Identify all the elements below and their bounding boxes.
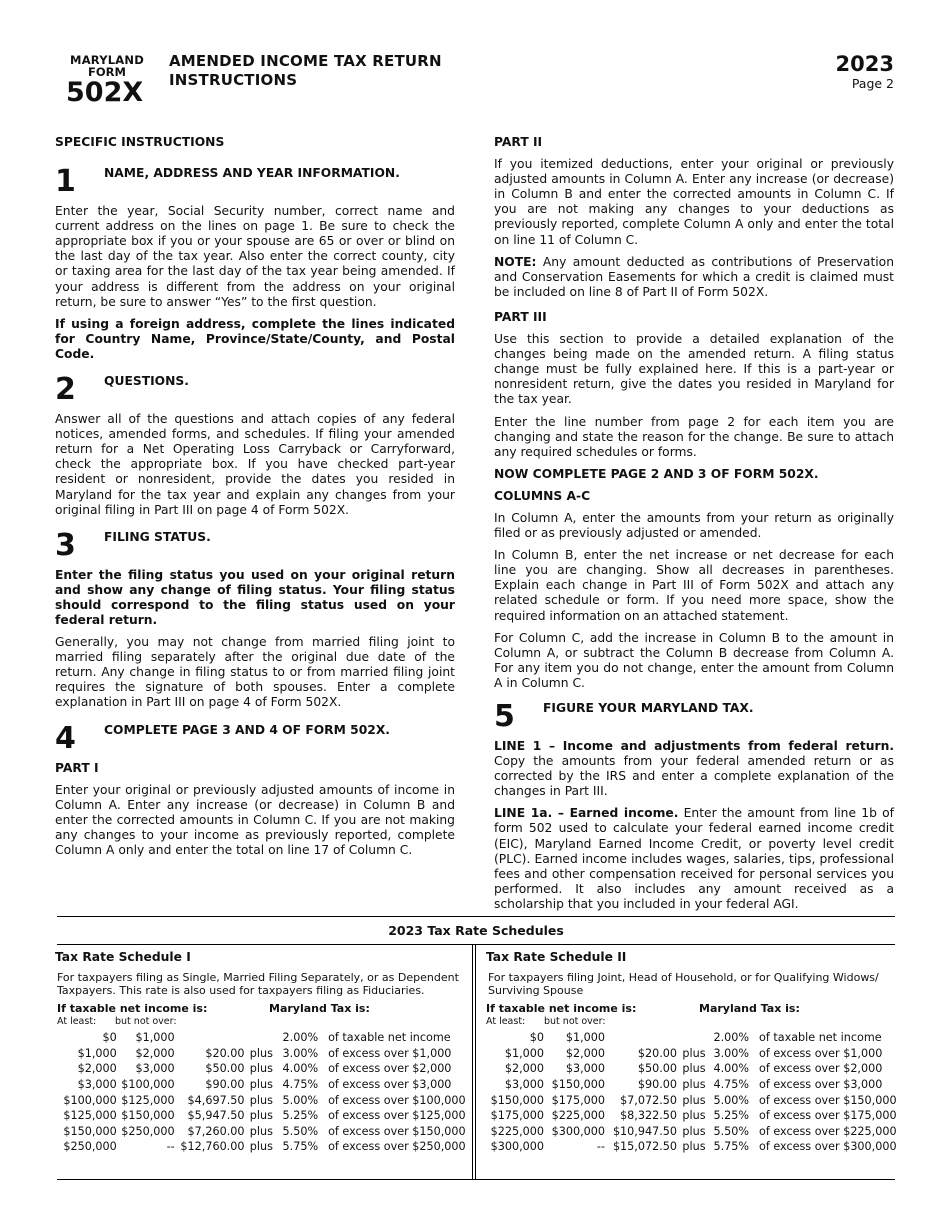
rate-cell: 5.75% <box>282 1140 319 1154</box>
table-row <box>486 1092 899 1108</box>
not-over-cell: $125,000 <box>121 1093 175 1107</box>
excess-cell: of excess over $125,000 <box>328 1109 466 1123</box>
base-tax-cell: $4,697.50 <box>187 1093 245 1107</box>
paragraph: Answer all of the questions and attach copies of any federal notices, amended forms, and schedules. If filing your amended return for a Net Operating Loss Carryback or Carryforward, check the appropriate box. If you have checked part-year resident or nonresident, provide the dates you resided in Maryland for the tax year and explain any changes from your original filing in Part III on page 4 of Form 502X. <box>55 412 455 517</box>
section-2-header <box>55 372 455 412</box>
base-tax-cell: $15,072.50 <box>612 1140 677 1154</box>
plus-cell: plus <box>249 1109 273 1123</box>
plus-cell: plus <box>682 1046 706 1060</box>
not-over-cell: -- <box>596 1140 605 1154</box>
at-least-label: At least: <box>486 1016 526 1027</box>
schedule-header <box>486 1002 901 1016</box>
line-1-text: Copy the amounts from your federal amended return or as corrected by the IRS and enter a complete explanation of the changes in Part III. <box>494 754 894 799</box>
at-least-cell: $2,000 <box>504 1062 544 1076</box>
paragraph: Enter your original or previously adjusted amounts of income in Column A. Enter any increase (or decrease) in Column B and enter the corrected amounts in Column C. If you are not making any changes to your income as previously reported, complete Column A only and enter the total on line 17 of Column C. <box>55 782 455 857</box>
tax-label: Maryland Tax is: <box>699 1002 800 1015</box>
base-tax-cell: $8,322.50 <box>620 1109 677 1123</box>
at-least-cell: $3,000 <box>504 1078 544 1092</box>
table-row <box>55 1092 470 1108</box>
rate-cell: 5.25% <box>282 1109 319 1123</box>
excess-cell: of excess over $3,000 <box>328 1078 452 1092</box>
excess-cell: of excess over $250,000 <box>328 1140 466 1154</box>
at-least-cell: $0 <box>102 1031 117 1045</box>
plus-cell: plus <box>249 1124 273 1138</box>
table-row <box>486 1108 899 1124</box>
rate-cell: 2.00% <box>713 1031 749 1045</box>
at-least-cell: $150,000 <box>63 1124 117 1138</box>
table-row <box>55 1077 470 1093</box>
schedule-title: Tax Rate Schedule I <box>55 950 191 964</box>
rate-cell: 5.50% <box>282 1124 319 1138</box>
divider <box>475 944 476 1180</box>
excess-cell: of excess over $2,000 <box>759 1062 883 1076</box>
note-text: Any amount deducted as contributions of Preservation and Conservation Easements for which a credit is claimed must be included on line 8 of Part II of Form 502X. <box>494 254 894 299</box>
right-column <box>494 135 894 919</box>
table-row <box>486 1046 899 1062</box>
tax-rate-schedule-1 <box>55 950 470 1155</box>
paragraph: If you itemized deductions, enter your original or previously adjusted amounts in Column A. Enter any increase (or decrease) in Column B and enter the corrected amounts in Column C. If you are not making any changes to your deductions as previously reported, complete Column A only and enter the total on line 11 of Column C. <box>494 157 894 247</box>
not-over-cell: $250,000 <box>121 1124 175 1138</box>
at-least-cell: $0 <box>529 1031 544 1045</box>
base-tax-cell <box>175 1030 245 1046</box>
excess-cell: of excess over $300,000 <box>759 1140 897 1154</box>
now-complete-heading: NOW COMPLETE PAGE 2 AND 3 OF FORM 502X. <box>494 466 819 481</box>
rate-cell: 5.00% <box>282 1093 319 1107</box>
excess-cell: of excess over $1,000 <box>328 1046 452 1060</box>
excess-cell: of excess over $175,000 <box>759 1109 897 1123</box>
not-over-cell: $2,000 <box>135 1046 175 1060</box>
rate-table <box>55 1030 470 1155</box>
plus-cell: plus <box>682 1093 706 1107</box>
plus-cell <box>244 1030 278 1046</box>
base-tax-cell: $50.00 <box>205 1062 245 1076</box>
section-title: QUESTIONS. <box>104 374 189 389</box>
section-4-header <box>55 721 455 761</box>
schedule-description: For taxpayers filing Joint, Head of Household, or for Qualifying Widows/ Surviving Spouse <box>488 971 879 997</box>
excess-cell: of excess over $150,000 <box>759 1093 897 1107</box>
table-row <box>486 1124 899 1140</box>
plus-cell: plus <box>249 1046 273 1060</box>
section-number: 2 <box>55 372 76 408</box>
not-over-cell: $150,000 <box>121 1109 175 1123</box>
form-number: 502X <box>66 77 144 108</box>
at-least-cell: $150,000 <box>490 1093 544 1107</box>
section-title: NAME, ADDRESS AND YEAR INFORMATION. <box>104 166 400 181</box>
table-row <box>55 1108 470 1124</box>
paragraph: Enter the line number from page 2 for each item you are changing and state the reason for the change. Be sure to attach any required schedules or forms. <box>494 414 894 459</box>
specific-instructions-heading: SPECIFIC INSTRUCTIONS <box>55 135 225 149</box>
income-label: If taxable net income is: <box>486 1002 637 1015</box>
line-1a-text: Enter the amount from line 1b of form 502 used to calculate your federal earned income credit (EIC), Maryland Earned Income Credit, or poverty level credit (PLC). Earned income includes wages, salaries, tips, professional fees and other compensation received for personal services you performed. It also includes any amount received as a scholarship that you included in your federal AGI. <box>494 806 894 911</box>
plus-cell: plus <box>249 1093 273 1107</box>
base-tax-cell: $50.00 <box>637 1062 677 1076</box>
table-row <box>486 1061 899 1077</box>
section-title: FIGURE YOUR MARYLAND TAX. <box>543 701 754 715</box>
table-row <box>55 1061 470 1077</box>
paragraph: In Column A, enter the amounts from your return as originally filed or as previously adjusted or amended. <box>494 510 894 541</box>
not-over-label: but not over: <box>544 1016 606 1027</box>
at-least-cell: $300,000 <box>490 1140 544 1154</box>
plus-cell: plus <box>682 1078 706 1092</box>
rate-table <box>486 1030 899 1155</box>
not-over-cell: $150,000 <box>551 1078 605 1092</box>
excess-cell: of excess over $100,000 <box>328 1093 466 1107</box>
section-3-header <box>55 528 455 568</box>
divider <box>57 1179 895 1180</box>
excess-cell: of taxable net income <box>328 1031 451 1045</box>
at-least-cell: $250,000 <box>63 1140 117 1154</box>
paragraph: Generally, you may not change from married filing joint to married filing separately after the original due date of the return. Any change in filing status to or from married filing joint requires the signature of both spouses. Enter a complete explanation in Part III on page 4 of Form 502X. <box>55 635 455 710</box>
base-tax-cell: $5,947.50 <box>187 1109 245 1123</box>
not-over-cell: $300,000 <box>551 1124 605 1138</box>
tax-rate-schedule-2 <box>486 950 901 1155</box>
rate-cell: 4.75% <box>713 1078 749 1092</box>
paragraph: In Column B, enter the net increase or net decrease for each line you are changing. Show all decreases in parentheses. Explain each change in Part III of Form 502X and attach any related schedule or form. If you need more space, show the required information on an attached statement. <box>494 548 894 623</box>
base-tax-cell: $90.00 <box>205 1078 245 1092</box>
income-label: If taxable net income is: <box>57 1002 208 1015</box>
rate-cell: 4.75% <box>282 1078 319 1092</box>
section-number: 5 <box>494 699 515 734</box>
not-over-cell: $1,000 <box>135 1031 175 1045</box>
divider <box>472 944 473 1180</box>
part-3-heading: PART III <box>494 309 547 324</box>
rate-cell: 5.00% <box>713 1093 749 1107</box>
plus-cell <box>677 1030 711 1046</box>
section-title: FILING STATUS. <box>104 529 211 544</box>
plus-cell: plus <box>682 1140 706 1154</box>
section-number: 4 <box>55 720 76 756</box>
not-over-label: but not over: <box>115 1016 177 1027</box>
form-label: FORM <box>88 65 126 79</box>
table-row <box>55 1139 470 1155</box>
note-paragraph <box>494 255 894 300</box>
section-1-header <box>55 164 455 204</box>
base-tax-cell: $7,072.50 <box>620 1093 677 1107</box>
note-label: NOTE: <box>494 254 537 269</box>
part-1-heading: PART I <box>55 760 99 775</box>
base-tax-cell: $7,260.00 <box>187 1124 245 1138</box>
rate-cell: 4.00% <box>282 1062 319 1076</box>
tax-year: 2023 <box>835 52 894 76</box>
schedule-title: Tax Rate Schedule II <box>486 950 627 964</box>
excess-cell: of excess over $225,000 <box>759 1124 897 1138</box>
table-row <box>55 1124 470 1140</box>
section-number: 1 <box>55 164 76 200</box>
left-column <box>55 135 455 865</box>
schedule-description: For taxpayers filing as Single, Married Filing Separately, or as Dependent Taxpayers. This rate is also used for taxpayers filing as Fiduciaries. <box>57 971 459 997</box>
section-5-header <box>494 699 894 739</box>
page-number: Page 2 <box>851 76 894 91</box>
rate-cell: 4.00% <box>713 1062 749 1076</box>
table-row <box>55 1030 470 1046</box>
not-over-cell: $2,000 <box>565 1046 605 1060</box>
at-least-label: At least: <box>57 1016 97 1027</box>
plus-cell: plus <box>249 1062 273 1076</box>
at-least-cell: $1,000 <box>504 1046 544 1060</box>
schedule-subheader <box>486 1016 901 1030</box>
plus-cell: plus <box>682 1124 706 1138</box>
paragraph: Use this section to provide a detailed explanation of the changes being made on the amended return. A filing status change must be fully explained here. If this is a part-year or nonresident return, give the dates you resided in Maryland for the tax year. <box>494 332 894 407</box>
rate-cell: 2.00% <box>282 1031 319 1045</box>
document-title <box>169 52 442 90</box>
line-1a-label: LINE 1a. – Earned income. <box>494 806 679 821</box>
base-tax-cell: $90.00 <box>637 1078 677 1092</box>
base-tax-cell: $20.00 <box>637 1046 677 1060</box>
title-line-1: AMENDED INCOME TAX RETURN <box>169 52 442 70</box>
base-tax-cell: $10,947.50 <box>612 1124 677 1138</box>
divider <box>57 916 895 917</box>
section-title: COMPLETE PAGE 3 AND 4 OF FORM 502X. <box>104 722 390 737</box>
rate-cell: 3.00% <box>713 1046 749 1060</box>
table-row <box>486 1139 899 1155</box>
table-row <box>55 1046 470 1062</box>
at-least-cell: $175,000 <box>490 1109 544 1123</box>
paragraph: For Column C, add the increase in Column B to the amount in Column A, or subtract the Column B decrease from Column A. For any item you do not change, enter the amount from Column A in Column C. <box>494 630 894 690</box>
form-id-block <box>66 54 148 108</box>
excess-cell: of excess over $150,000 <box>328 1124 466 1138</box>
not-over-cell: $3,000 <box>565 1062 605 1076</box>
line-1-label: LINE 1 – Income and adjustments from federal return. <box>494 739 894 753</box>
plus-cell: plus <box>249 1140 273 1154</box>
paragraph: If using a foreign address, complete the lines indicated for Country Name, Province/State/County, and Postal Code. <box>55 316 455 361</box>
table-row <box>486 1077 899 1093</box>
section-number: 3 <box>55 527 76 563</box>
rate-cell: 3.00% <box>282 1046 319 1060</box>
not-over-cell: $100,000 <box>121 1078 175 1092</box>
at-least-cell: $225,000 <box>490 1124 544 1138</box>
not-over-cell: $1,000 <box>565 1031 605 1045</box>
rate-cell: 5.25% <box>713 1109 749 1123</box>
columns-heading: COLUMNS A-C <box>494 488 591 503</box>
base-tax-cell: $12,760.00 <box>180 1140 245 1154</box>
at-least-cell: $2,000 <box>77 1062 117 1076</box>
not-over-cell: $3,000 <box>135 1062 175 1076</box>
schedules-title: 2023 Tax Rate Schedules <box>388 923 564 938</box>
at-least-cell: $1,000 <box>77 1046 117 1060</box>
divider <box>57 944 895 945</box>
not-over-cell: $175,000 <box>551 1093 605 1107</box>
excess-cell: of taxable net income <box>759 1031 882 1045</box>
plus-cell: plus <box>249 1078 273 1092</box>
excess-cell: of excess over $3,000 <box>759 1078 883 1092</box>
tax-label: Maryland Tax is: <box>269 1002 370 1015</box>
rate-cell: 5.50% <box>713 1124 749 1138</box>
paragraph: Enter the filing status you used on your original return and show any change of filing status. Your filing status should correspond to the filing status used on your federal return. <box>55 567 455 627</box>
excess-cell: of excess over $1,000 <box>759 1046 883 1060</box>
at-least-cell: $3,000 <box>77 1078 117 1092</box>
paragraph: Enter the year, Social Security number, correct name and current address on the lines on page 1. Be sure to check the appropriate box if you or your spouse are 65 or over or blind on the last day of the tax year. Also enter the correct county, city or taxing area for the last day of the tax year being amended. If your address is different from the address on your original return, be sure to answer “Yes” to the first question. <box>55 204 455 309</box>
rate-cell: 5.75% <box>713 1140 749 1154</box>
title-line-2: INSTRUCTIONS <box>169 71 298 89</box>
plus-cell: plus <box>682 1109 706 1123</box>
not-over-cell: $225,000 <box>551 1109 605 1123</box>
base-tax-cell <box>605 1030 677 1046</box>
at-least-cell: $125,000 <box>63 1109 117 1123</box>
at-least-cell: $100,000 <box>63 1093 117 1107</box>
state-label: MARYLAND <box>70 53 144 67</box>
schedule-header <box>55 1002 470 1016</box>
excess-cell: of excess over $2,000 <box>328 1062 452 1076</box>
not-over-cell: -- <box>166 1140 175 1154</box>
schedule-subheader <box>55 1016 470 1030</box>
plus-cell: plus <box>682 1062 706 1076</box>
year-block <box>836 52 894 92</box>
table-row <box>486 1030 899 1046</box>
base-tax-cell: $20.00 <box>205 1046 245 1060</box>
line-1-paragraph <box>494 739 894 799</box>
line-1a-paragraph <box>494 806 894 912</box>
part-2-heading: PART II <box>494 135 543 149</box>
